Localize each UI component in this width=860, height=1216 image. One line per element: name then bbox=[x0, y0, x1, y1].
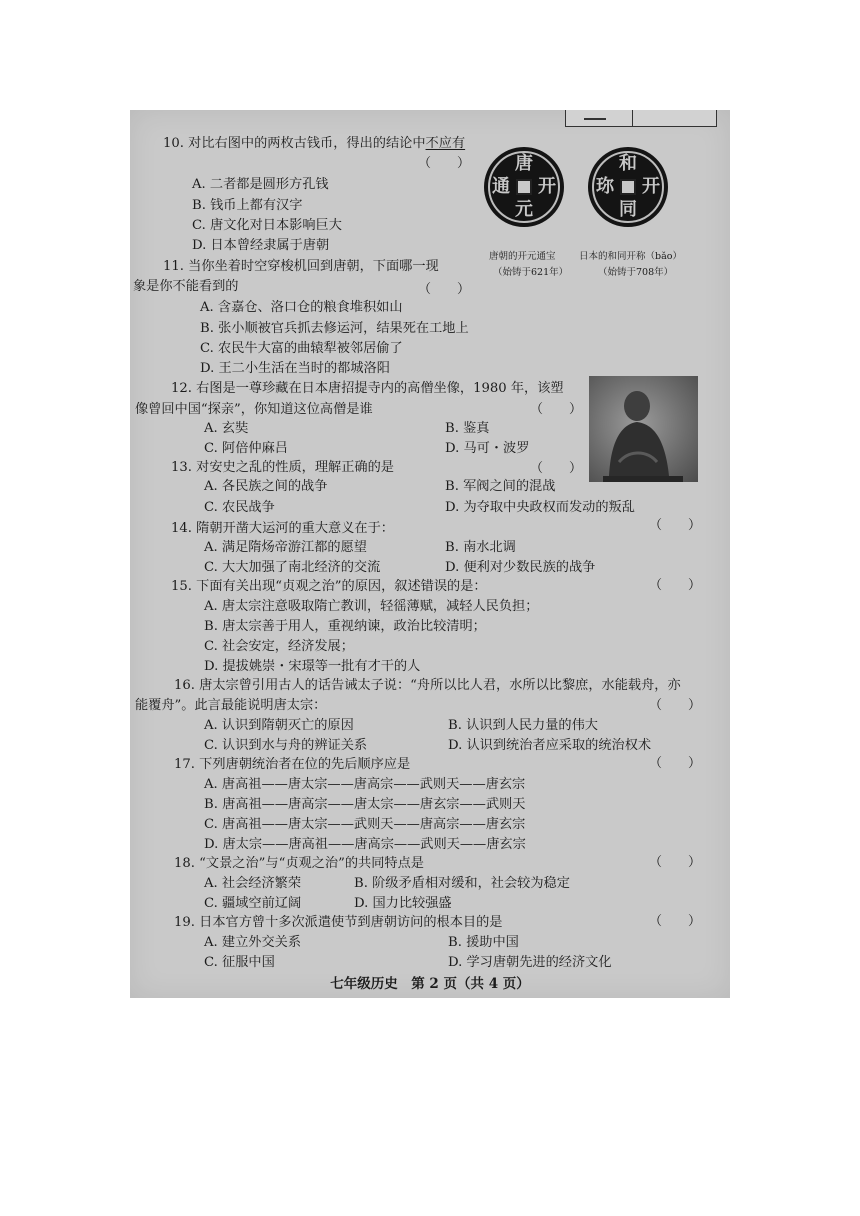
q19-answer-blank: （ ） bbox=[649, 914, 702, 929]
q15-option-d: D. 提拔姚崇・宋璟等一批有才干的人 bbox=[204, 659, 421, 674]
q12-option-c: C. 阿倍仲麻吕 bbox=[204, 441, 288, 456]
q12-option-d: D. 马可・波罗 bbox=[445, 441, 530, 456]
q13-answer-blank: （ ） bbox=[530, 461, 583, 476]
q18-stem: 18. “文景之治”与“贞观之治”的共同特点是 bbox=[174, 856, 424, 871]
kaiyuan-tongbao-coin: 唐 元 开 通 bbox=[484, 147, 564, 227]
q14-option-a: A. 满足隋炀帝游江都的愿望 bbox=[204, 540, 367, 555]
q15-option-b: B. 唐太宗善于用人，重视纳谏，政治比较清明； bbox=[204, 619, 486, 634]
q12-stem-2: 像曾回中国“探亲”，你知道这位高僧是谁 bbox=[135, 402, 373, 417]
q18-option-c: C. 疆域空前辽阔 bbox=[204, 896, 302, 911]
q15-answer-blank: （ ） bbox=[649, 578, 702, 593]
exam-page bbox=[130, 110, 730, 998]
q10-option-c: C. 唐文化对日本影响巨大 bbox=[192, 218, 342, 233]
q16-option-a: A. 认识到隋朝灭亡的原因 bbox=[204, 718, 354, 733]
q18-option-d: D. 国力比较强盛 bbox=[354, 896, 452, 911]
q11-option-c: C. 农民牛大富的曲辕犁被邻居偷了 bbox=[200, 341, 403, 356]
q17-answer-blank: （ ） bbox=[649, 756, 702, 771]
q17-option-a: A. 唐高祖——唐太宗——唐高宗——武则天——唐玄宗 bbox=[204, 777, 526, 792]
coin2-date: （始铸于708年） bbox=[598, 267, 674, 278]
q17-stem: 17. 下列唐朝统治者在位的先后顺序应是 bbox=[174, 757, 411, 772]
q16-stem-2: 能覆舟”。此言最能说明唐太宗： bbox=[135, 698, 327, 713]
q19-stem: 19. 日本官方曾十多次派遣使节到唐朝访问的根本目的是 bbox=[174, 915, 503, 930]
q13-stem: 13. 对安史之乱的性质，理解正确的是 bbox=[171, 460, 394, 475]
q14-stem: 14. 隋朝开凿大运河的重大意义在于： bbox=[171, 521, 394, 536]
q16-option-d: D. 认识到统治者应采取的统治权术 bbox=[448, 738, 652, 753]
q10-option-a: A. 二者都是圆形方孔钱 bbox=[192, 177, 329, 192]
q14-option-b: B. 南水北调 bbox=[445, 540, 516, 555]
jianzhen-statue-photo bbox=[589, 376, 698, 482]
q18-answer-blank: （ ） bbox=[649, 855, 702, 870]
page-footer: 七年级历史 第 2 页（共 4 页） bbox=[330, 976, 530, 992]
q15-stem: 15. 下面有关出现“贞观之治”的原因，叙述错误的是： bbox=[171, 579, 487, 594]
q14-option-d: D. 便利对少数民族的战争 bbox=[445, 560, 596, 575]
q11-option-a: A. 含嘉仓、洛口仓的粮食堆积如山 bbox=[200, 300, 403, 315]
q19-option-b: B. 援助中国 bbox=[448, 935, 519, 950]
q12-stem: 12. 右图是一尊珍藏在日本唐招提寺内的高僧坐像，1980 年，该塑 bbox=[171, 381, 564, 396]
q11-answer-blank: （ ） bbox=[418, 282, 471, 297]
q15-option-a: A. 唐太宗注意吸取隋亡教训，轻徭薄赋，减轻人民负担； bbox=[204, 599, 539, 614]
q17-option-c: C. 唐高祖——唐太宗——武则天——唐高宗——唐玄宗 bbox=[204, 817, 526, 832]
q11-stem-2: 象是你不能看到的 bbox=[133, 279, 239, 294]
q10-option-d: D. 日本曾经隶属于唐朝 bbox=[192, 238, 330, 253]
coin2-caption: 日本的和同开称（bǎo） bbox=[579, 251, 682, 262]
score-table-corner bbox=[565, 110, 717, 127]
q15-option-c: C. 社会安定，经济发展； bbox=[204, 639, 354, 654]
q19-option-a: A. 建立外交关系 bbox=[204, 935, 302, 950]
q16-option-b: B. 认识到人民力量的伟大 bbox=[448, 718, 598, 733]
q19-option-c: C. 征服中国 bbox=[204, 955, 275, 970]
q16-answer-blank: （ ） bbox=[649, 698, 702, 713]
q13-option-c: C. 农民战争 bbox=[204, 500, 275, 515]
q12-option-b: B. 鉴真 bbox=[445, 421, 490, 436]
q10-answer-blank: （ ） bbox=[418, 156, 471, 171]
coin1-caption: 唐朝的开元通宝 bbox=[489, 251, 556, 262]
q17-option-b: B. 唐高祖——唐高宗——唐太宗——唐玄宗——武则天 bbox=[204, 797, 526, 812]
coin1-date: （始铸于621年） bbox=[493, 267, 569, 278]
q11-stem: 11. 当你坐着时空穿梭机回到唐朝，下面哪一现 bbox=[163, 259, 439, 274]
q18-option-a: A. 社会经济繁荣 bbox=[204, 876, 302, 891]
q13-option-b: B. 军阀之间的混战 bbox=[445, 479, 556, 494]
q19-option-d: D. 学习唐朝先进的经济文化 bbox=[448, 955, 612, 970]
q12-option-a: A. 玄奘 bbox=[204, 421, 249, 436]
q13-option-d: D. 为夺取中央政权而发动的叛乱 bbox=[445, 500, 635, 515]
q16-option-c: C. 认识到水与舟的辨证关系 bbox=[204, 738, 368, 753]
q13-option-a: A. 各民族之间的战争 bbox=[204, 479, 328, 494]
q10-option-b: B. 钱币上都有汉字 bbox=[192, 198, 303, 213]
q14-option-c: C. 大大加强了南北经济的交流 bbox=[204, 560, 381, 575]
wadokaichin-coin: 和 同 开 珎 bbox=[588, 147, 668, 227]
q11-option-b: B. 张小顺被官兵抓去修运河，结果死在工地上 bbox=[200, 321, 469, 336]
q10-stem: 10. 对比右图中的两枚古钱币，得出的结论中不应有 bbox=[163, 136, 466, 151]
q18-option-b: B. 阶级矛盾相对缓和，社会较为稳定 bbox=[354, 876, 570, 891]
q14-answer-blank: （ ） bbox=[649, 518, 702, 533]
q17-option-d: D. 唐太宗——唐高祖——唐高宗——武则天——唐玄宗 bbox=[204, 837, 526, 852]
q11-option-d: D. 王二小生活在当时的都城洛阳 bbox=[200, 361, 390, 376]
q16-stem: 16. 唐太宗曾引用古人的话告诫太子说：“舟所以比人君，水所以比黎庶，水能载舟，亦 bbox=[174, 678, 681, 693]
q12-answer-blank: （ ） bbox=[530, 402, 583, 417]
